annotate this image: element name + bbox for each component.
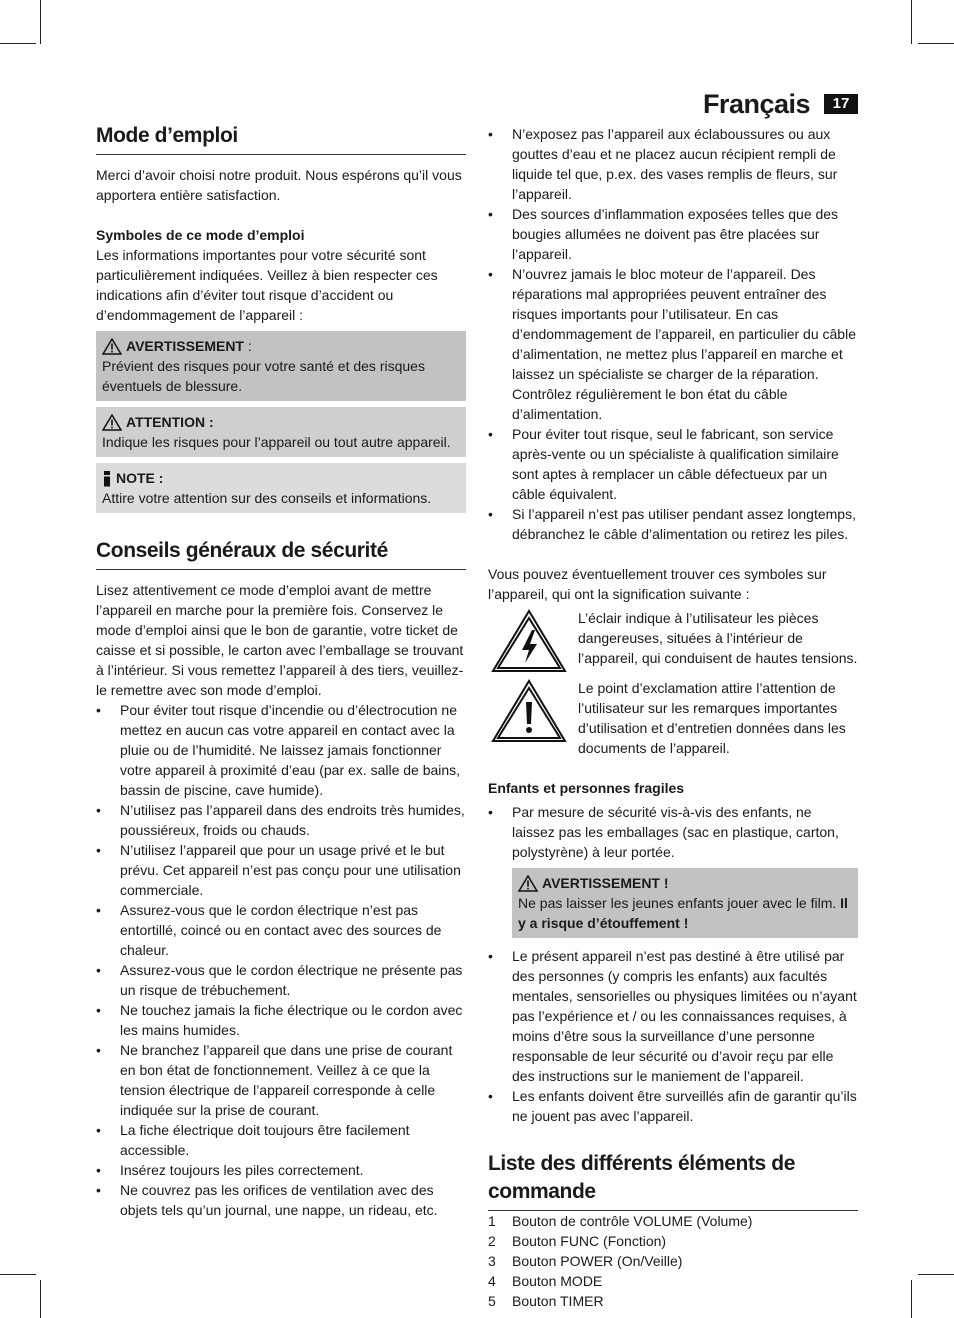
exclamation-symbol-row: [488, 678, 858, 758]
list-item: • Des sources d’inflammation exposées telles que des bougies allumées ne doivent pas être placées sur l’appareil.: [488, 204, 858, 264]
crop-mark: [0, 1274, 36, 1275]
list-item: • Par mesure de sécurité vis-à-vis des enfants, ne laissez pas les emballages (sac en plastique, carton, polystyrène) à leur portée.: [488, 802, 858, 862]
note-text: Attire votre attention sur des conseils et informations.: [102, 490, 432, 506]
lightning-warning-icon: [490, 608, 568, 674]
lightning-text: L’éclair indique à l’utilisateur les pièces dangereuses, situées à l’intérieur de l’appareil, qui conduisent de hautes tensions.: [578, 610, 858, 666]
symbols-heading: Symboles de ce mode d’emploi: [96, 227, 305, 243]
list-item: 4 Bouton MODE: [488, 1273, 603, 1289]
list-item: 5 Bouton TIMER: [488, 1293, 604, 1309]
exclamation-text: Le point d’exclamation attire l’attention de l’utilisateur sur les remarques importantes d’utilisation et d’entretien données dans les documents de l’appareil.: [578, 680, 846, 756]
lightning-symbol-row: [488, 608, 858, 674]
list-item: • La fiche électrique doit toujours être facilement accessible.: [96, 1120, 466, 1160]
section-title-mode-emploi: Mode d’emploi: [96, 122, 466, 155]
symbols-paragraph: Les informations importantes pour votre sécurité sont particulièrement indiquées. Veillez à bien respecter ces indications afin d’éviter tout risque d’accident ou d’endommagement de l’appareil :: [96, 247, 438, 323]
page-number: 17: [824, 94, 858, 114]
warning-triangle-icon: [518, 875, 538, 892]
list-item: • Assurez-vous que le cordon électrique n’est pas entortillé, coincé ou en contact avec des sources de chaleur.: [96, 900, 466, 960]
controls-list: [488, 1211, 858, 1311]
warning-text: Prévient des risques pour votre santé et des risques éventuels de blessure.: [102, 358, 425, 394]
list-item: • N’ouvrez jamais le bloc moteur de l’appareil. Des réparations mal appropriées peuvent entraîner des risques importants pour l’utilisateur. En cas d’endommagement de l’appareil, en particulier du câble d’alimentation, ne mettez plus l’appareil en marche et laissez un spécialiste se charger de la réparation. Contrôlez régulièrement le bon état du câble d’alimentation.: [488, 264, 858, 424]
language-title: Français: [702, 88, 810, 119]
children-heading: Enfants et personnes fragiles: [488, 780, 685, 796]
list-item: • Insérez toujours les piles correctement.: [96, 1160, 466, 1180]
list-item: • Ne branchez l’appareil que dans une prise de courant en bon état de fonctionnement. Veillez à ce que la tension électrique de l’appareil corresponde à celle indiquée sur la prise de courant.: [96, 1040, 466, 1120]
list-item: • Ne couvrez pas les orifices de ventilation avec des objets tels qu’un journal, une nappe, un rideau, etc.: [96, 1180, 466, 1220]
note-title: NOTE :: [116, 470, 164, 486]
crop-mark: [40, 1280, 41, 1318]
warning-triangle-icon: [102, 338, 122, 355]
attention-text: Indique les risques pour l’appareil ou tout autre appareil.: [102, 434, 451, 450]
list-item: • Assurez-vous que le cordon électrique ne présente pas un risque de trébuchement.: [96, 960, 466, 1000]
crop-mark: [911, 0, 912, 44]
warning-box: [96, 331, 466, 401]
list-item: • Les enfants doivent être surveillés afin de garantir qu’ils ne jouent pas avec l’appareil.: [488, 1086, 858, 1126]
crop-mark: [0, 43, 36, 44]
children-list: [488, 802, 858, 862]
crop-mark: [40, 0, 41, 44]
list-item: • Ne touchez jamais la fiche électrique ou le cordon avec les mains humides.: [96, 1000, 466, 1040]
exclamation-warning-icon: [490, 678, 568, 744]
attention-title: ATTENTION :: [126, 414, 214, 430]
list-item: • N’utilisez l’appareil que pour un usage privé et le but prévu. Cet appareil n’est pas conçu pour une utilisation commerciale.: [96, 840, 466, 900]
crop-mark: [918, 1274, 954, 1275]
list-item: • Le présent appareil n’est pas destiné à être utilisé par des personnes (y compris les enfants) aux facultés mentales, sensorielles ou physiques limitées ou n’ayant pas l’expérience et / ou les connaissances requises, à moins d’être sous la surveillance d’une personne responsable de leur sécurité ou d’avoir reçu par elle des instructions sur le maniement de l’appareil.: [488, 946, 858, 1086]
info-icon: [102, 470, 112, 487]
warning-colon: :: [243, 338, 252, 354]
child-warning-title: AVERTISSEMENT !: [542, 875, 669, 891]
child-warning-text: Ne pas laisser les jeunes enfants jouer avec le film.: [518, 895, 841, 911]
note-box: [96, 463, 466, 513]
warning-title: AVERTISSEMENT: [126, 338, 244, 354]
right-column: [488, 124, 858, 1311]
list-item: • N’utilisez pas l’appareil dans des endroits très humides, poussiéreux, froids ou chauds.: [96, 800, 466, 840]
symbols-intro: Vous pouvez éventuellement trouver ces symboles sur l’appareil, qui ont la signification suivante :: [488, 566, 827, 602]
child-warning-emphasis: Il y a risque d’étouffement !: [518, 895, 848, 931]
safety-list: [96, 700, 466, 1220]
attention-box: [96, 407, 466, 457]
crop-mark: [918, 43, 954, 44]
list-item: • Pour éviter tout risque d’incendie ou d’électrocution ne mettez en aucun cas votre appareil en contact avec la pluie ou de l’humidité. Ne laissez jamais fonctionner votre appareil à proximité d’eau (par ex. salle de bains, bassin de piscine, cave humide).: [96, 700, 466, 800]
list-item: • Si l’appareil n’est pas utiliser pendant assez longtemps, débranchez le câble d’alimentation ou retirez les piles.: [488, 504, 858, 544]
page-header: [703, 86, 858, 122]
list-item: • N’exposez pas l’appareil aux éclaboussures ou aux gouttes d’eau et ne placez aucun récipient rempli de liquide tel que, p.ex. des vases remplis de fleurs, sur l’appareil.: [488, 124, 858, 204]
safety-intro: Lisez attentivement ce mode d’emploi avant de mettre l’appareil en marche pour la première fois. Conservez le mode d’emploi ainsi que le bon de garantie, votre ticket de caisse et si possible, le carton avec l’emballage se trouvant à l’intérieur. Si vous remettez l’appareil à des tiers, veuillez-le remettre avec son mode d’emploi.: [96, 582, 464, 698]
list-item: 3 Bouton POWER (On/Veille): [488, 1253, 683, 1269]
safety-list-continued: [488, 124, 858, 544]
attention-triangle-icon: [102, 414, 122, 431]
crop-mark: [911, 1280, 912, 1318]
section-title-controls: Liste des différents éléments de commande: [488, 1150, 858, 1211]
list-item: 1 Bouton de contrôle VOLUME (Volume): [488, 1213, 753, 1229]
list-item: • Pour éviter tout risque, seul le fabricant, son service après-vente ou un spécialiste à qualification similaire sont aptes à remplacer un câble défectueux par un câble équivalent.: [488, 424, 858, 504]
children-list-more: [488, 946, 858, 1126]
section-title-safety: Conseils généraux de sécurité: [96, 537, 466, 570]
child-warning-box: [512, 868, 858, 938]
left-column: [96, 122, 466, 1220]
intro-paragraph: Merci d’avoir choisi notre produit. Nous espérons qu’il vous apportera entière satisfaction.: [96, 167, 462, 203]
list-item: 2 Bouton FUNC (Fonction): [488, 1233, 667, 1249]
